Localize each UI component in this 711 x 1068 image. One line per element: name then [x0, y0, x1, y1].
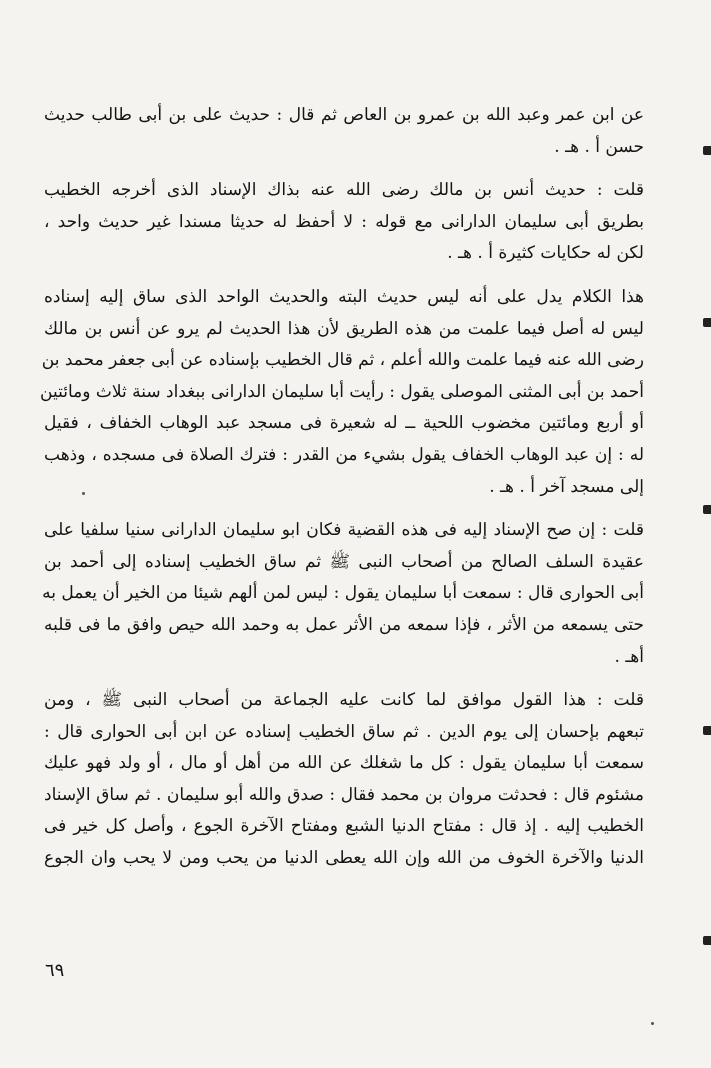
text-line: إلى مسجد آخر أ . هـ . [489, 476, 644, 497]
text-line: حتى يسمعه من الأثر ، فإذا سمعه من الأثر عمل به وحمد الله حيص وافق ما فى قلبه [44, 614, 644, 635]
text-line: أهـ . [614, 646, 644, 667]
text-line: الدنيا والآخرة الخوف من الله وإن الله يعطى الدنيا من يحب ومن لا يحب وان الجوع [44, 848, 644, 869]
text-line: قلت : إن صح الإسناد إليه فى هذه القضية فكان ابو سليمان الدارانى سنيا سلفيا على [44, 520, 644, 541]
paragraph-3 [40, 282, 644, 503]
scan-edge-mark [703, 505, 711, 514]
text-line: عقيدة السلف الصالح من أصحاب النبى ﷺ ثم ساق الخطيب إسناده إلى أحمد بن [44, 551, 644, 572]
text-line: لكن له حكايات كثيرة أ . هـ . [447, 243, 644, 264]
text-line: عن ابن عمر وعبد الله بن عمرو بن العاص ثم قال : حديث على بن أبى طالب حديث [44, 105, 645, 125]
paragraph-5 [44, 685, 644, 875]
scan-speck [651, 1022, 654, 1025]
text-line: أو أربع ومائتين مخضوب اللحية ــ له شعيرة فى مسجد عبد الوهاب الخفاف ، فقيل [44, 413, 644, 434]
text-line: له : إن عبد الوهاب الخفاف يقول بشيء من القدر : فترك الصلاة فى مسجده ، وذهب [44, 444, 644, 465]
text-line: مشئوم قال : فحدثت مروان بن محمد فقال : صدق والله أبو سليمان . ثم ساق الإسناد [44, 784, 644, 805]
page-number: ٦٩ [45, 960, 65, 981]
text-line: قلت : حديث أنس بن مالك رضى الله عنه بذاك الإسناد الذى أخرجه الخطيب [44, 180, 644, 201]
scan-edge-mark [703, 318, 711, 327]
text-line: هذا الكلام يدل على أنه ليس حديث البته والحديث الواحد الذى ساق إليه إسناده [44, 286, 644, 307]
text-line: حسن أ . هـ . [554, 136, 644, 157]
scan-edge-mark [703, 146, 711, 155]
page-body-text [40, 100, 645, 887]
scan-speck [82, 492, 85, 495]
text-line: رضى الله عنه فيما علمت والله أعلم ، ثم قال الخطيب بإسناده عن أبى جعفر محمد بن [41, 350, 644, 371]
text-line: قلت : هذا القول موافق لما كانت عليه الجماعة من أصحاب النبى ﷺ ، ومن [44, 690, 644, 711]
text-line: بطريق أبى سليمان الدارانى مع قوله : لا أحفظ له حديثا مسندا غير حديث واحد ، [44, 211, 644, 232]
paragraph-4 [44, 515, 644, 673]
text-line: الخطيب إليه . إذ قال : مفتاح الدنيا الشبع ومفتاح الآخرة الجوع ، وأصل كل خير فى [44, 816, 644, 837]
text-line: ليس له أصل فيما علمت من هذه الطريق لأن هذا الحديث لم يرو عن أنس بن مالك [44, 318, 644, 339]
text-line: أحمد بن أبى المثنى الموصلى يقول : رأيت أبا سليمان الدارانى ببغداد سنة ثلاث ومائتين [40, 381, 644, 402]
text-line: تبعهم بإحسان إلى يوم الدين . ثم ساق الخطيب إسناده عن ابن أبى الحوارى قال : [44, 721, 644, 742]
text-line: سمعت أبا سليمان يقول : كل ما شغلك عن الله من أهل أو مال ، أو ولد فهو عليك [44, 753, 644, 774]
scan-edge-mark [703, 726, 711, 735]
scan-edge-mark [703, 936, 711, 945]
paragraph-1 [44, 100, 644, 163]
paragraph-2 [44, 175, 644, 270]
text-line: أبى الحوارى قال : سمعت أبا سليمان يقول : ليس لمن ألهم شيئا من الخير أن يعمل به [42, 583, 644, 604]
